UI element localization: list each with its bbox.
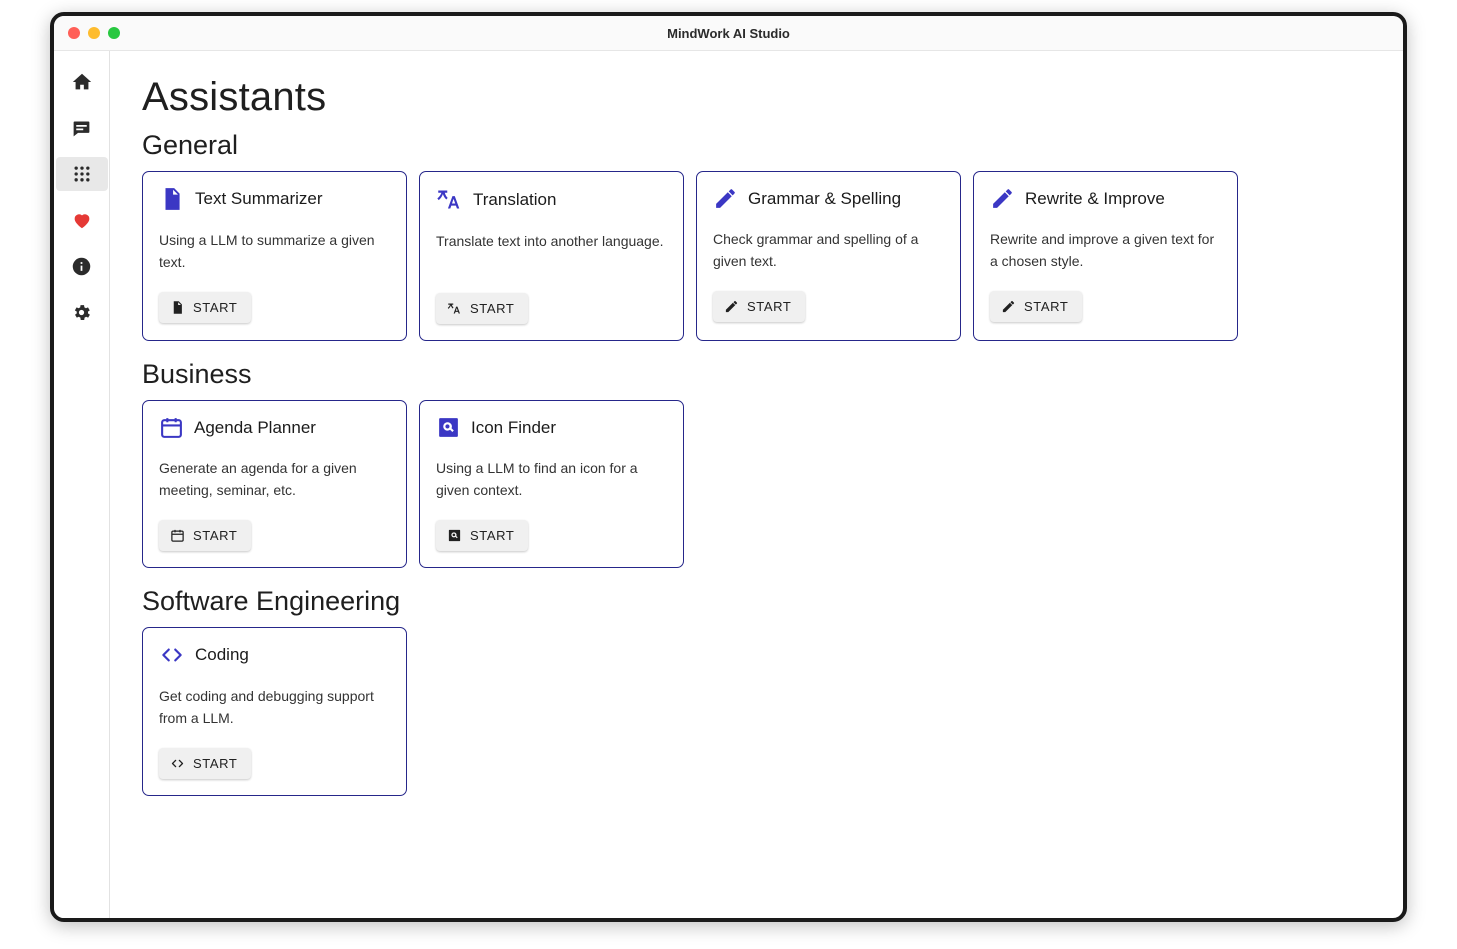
start-button[interactable] [159,292,251,323]
start-button[interactable] [159,748,251,779]
card-group-general [142,171,1377,341]
start-button-label: START [193,528,238,543]
start-button[interactable] [436,293,528,324]
card-header [159,415,390,440]
start-button[interactable] [436,520,528,551]
card-description: Using a LLM to summarize a given text. [159,232,375,270]
card-title: Agenda Planner [194,417,316,437]
grid-icon [72,164,92,184]
start-button[interactable] [159,520,251,551]
card-header [713,186,944,211]
start-button-label: START [1024,299,1069,314]
card-title: Grammar & Spelling [748,188,902,208]
card-description: Using a LLM to find an icon for a given context. [436,460,638,498]
document-icon [170,300,185,315]
start-button-label: START [193,756,238,771]
assistant-card-rewrite-improve[interactable] [973,171,1238,341]
card-header [436,415,667,440]
start-button-label: START [470,301,515,316]
card-header [159,642,390,668]
card-title: Translation [473,189,557,209]
sidebar-item-supporters[interactable] [56,203,108,237]
card-header [159,186,390,212]
sidebar-item-assistants[interactable] [56,157,108,191]
assistant-card-icon-finder[interactable] [419,400,684,568]
title-bar [54,16,1403,51]
start-button[interactable] [713,291,805,322]
document-icon [159,186,185,212]
card-header [436,186,667,213]
pencil-icon [724,299,739,314]
pencil-icon [990,186,1015,211]
section-title-general: General [142,130,239,160]
calendar-icon [170,528,185,543]
card-group-business [142,400,1377,568]
calendar-icon [159,415,184,440]
card-description: Translate text into another language. [436,233,664,249]
assistant-card-grammar-spelling[interactable] [696,171,961,341]
card-title: Coding [195,645,249,664]
translate-icon [436,186,463,213]
code-icon [159,642,185,668]
card-description: Rewrite and improve a given text for a chosen style. [990,231,1215,269]
card-description: Get coding and debugging support from a LLM. [159,688,374,726]
assistant-card-coding[interactable] [142,627,407,796]
card-description: Generate an agenda for a given meeting, seminar, etc. [159,460,357,498]
info-icon [71,256,92,277]
card-group-software-engineering [142,627,1377,796]
assistant-card-agenda-planner[interactable] [142,400,407,568]
start-button-label: START [470,528,515,543]
heart-icon [71,209,93,231]
section-title-business: Business [142,359,252,389]
card-title: Icon Finder [471,417,557,437]
assistant-card-translation[interactable] [419,171,684,341]
card-title: Text Summarizer [195,189,323,208]
app-body [54,51,1403,919]
image-search-icon [436,415,461,440]
gear-icon [71,302,92,323]
assistant-card-text-summarizer[interactable] [142,171,407,341]
pencil-icon [713,186,738,211]
pencil-icon [1001,299,1016,314]
card-header [990,186,1221,211]
card-description: Check grammar and spelling of a given text. [713,231,919,269]
image-search-icon [447,528,462,543]
code-icon [170,756,185,771]
chat-icon [71,118,92,139]
sidebar-item-chat[interactable] [56,111,108,145]
card-title: Rewrite & Improve [1025,188,1165,208]
sidebar-item-about[interactable] [56,249,108,283]
start-button-label: START [747,299,792,314]
sidebar-item-settings[interactable] [56,295,108,329]
sidebar [54,51,110,919]
window-title: MindWork AI Studio [667,25,790,41]
start-button[interactable] [990,291,1082,322]
home-icon [71,71,93,93]
translate-icon [447,301,462,316]
section-title-software-engineering: Software Engineering [142,586,401,616]
main-content [110,51,1403,919]
start-button-label: START [193,300,238,315]
app-window [50,12,1407,922]
sidebar-item-home[interactable] [56,65,108,99]
page-title: Assistants [142,75,327,119]
